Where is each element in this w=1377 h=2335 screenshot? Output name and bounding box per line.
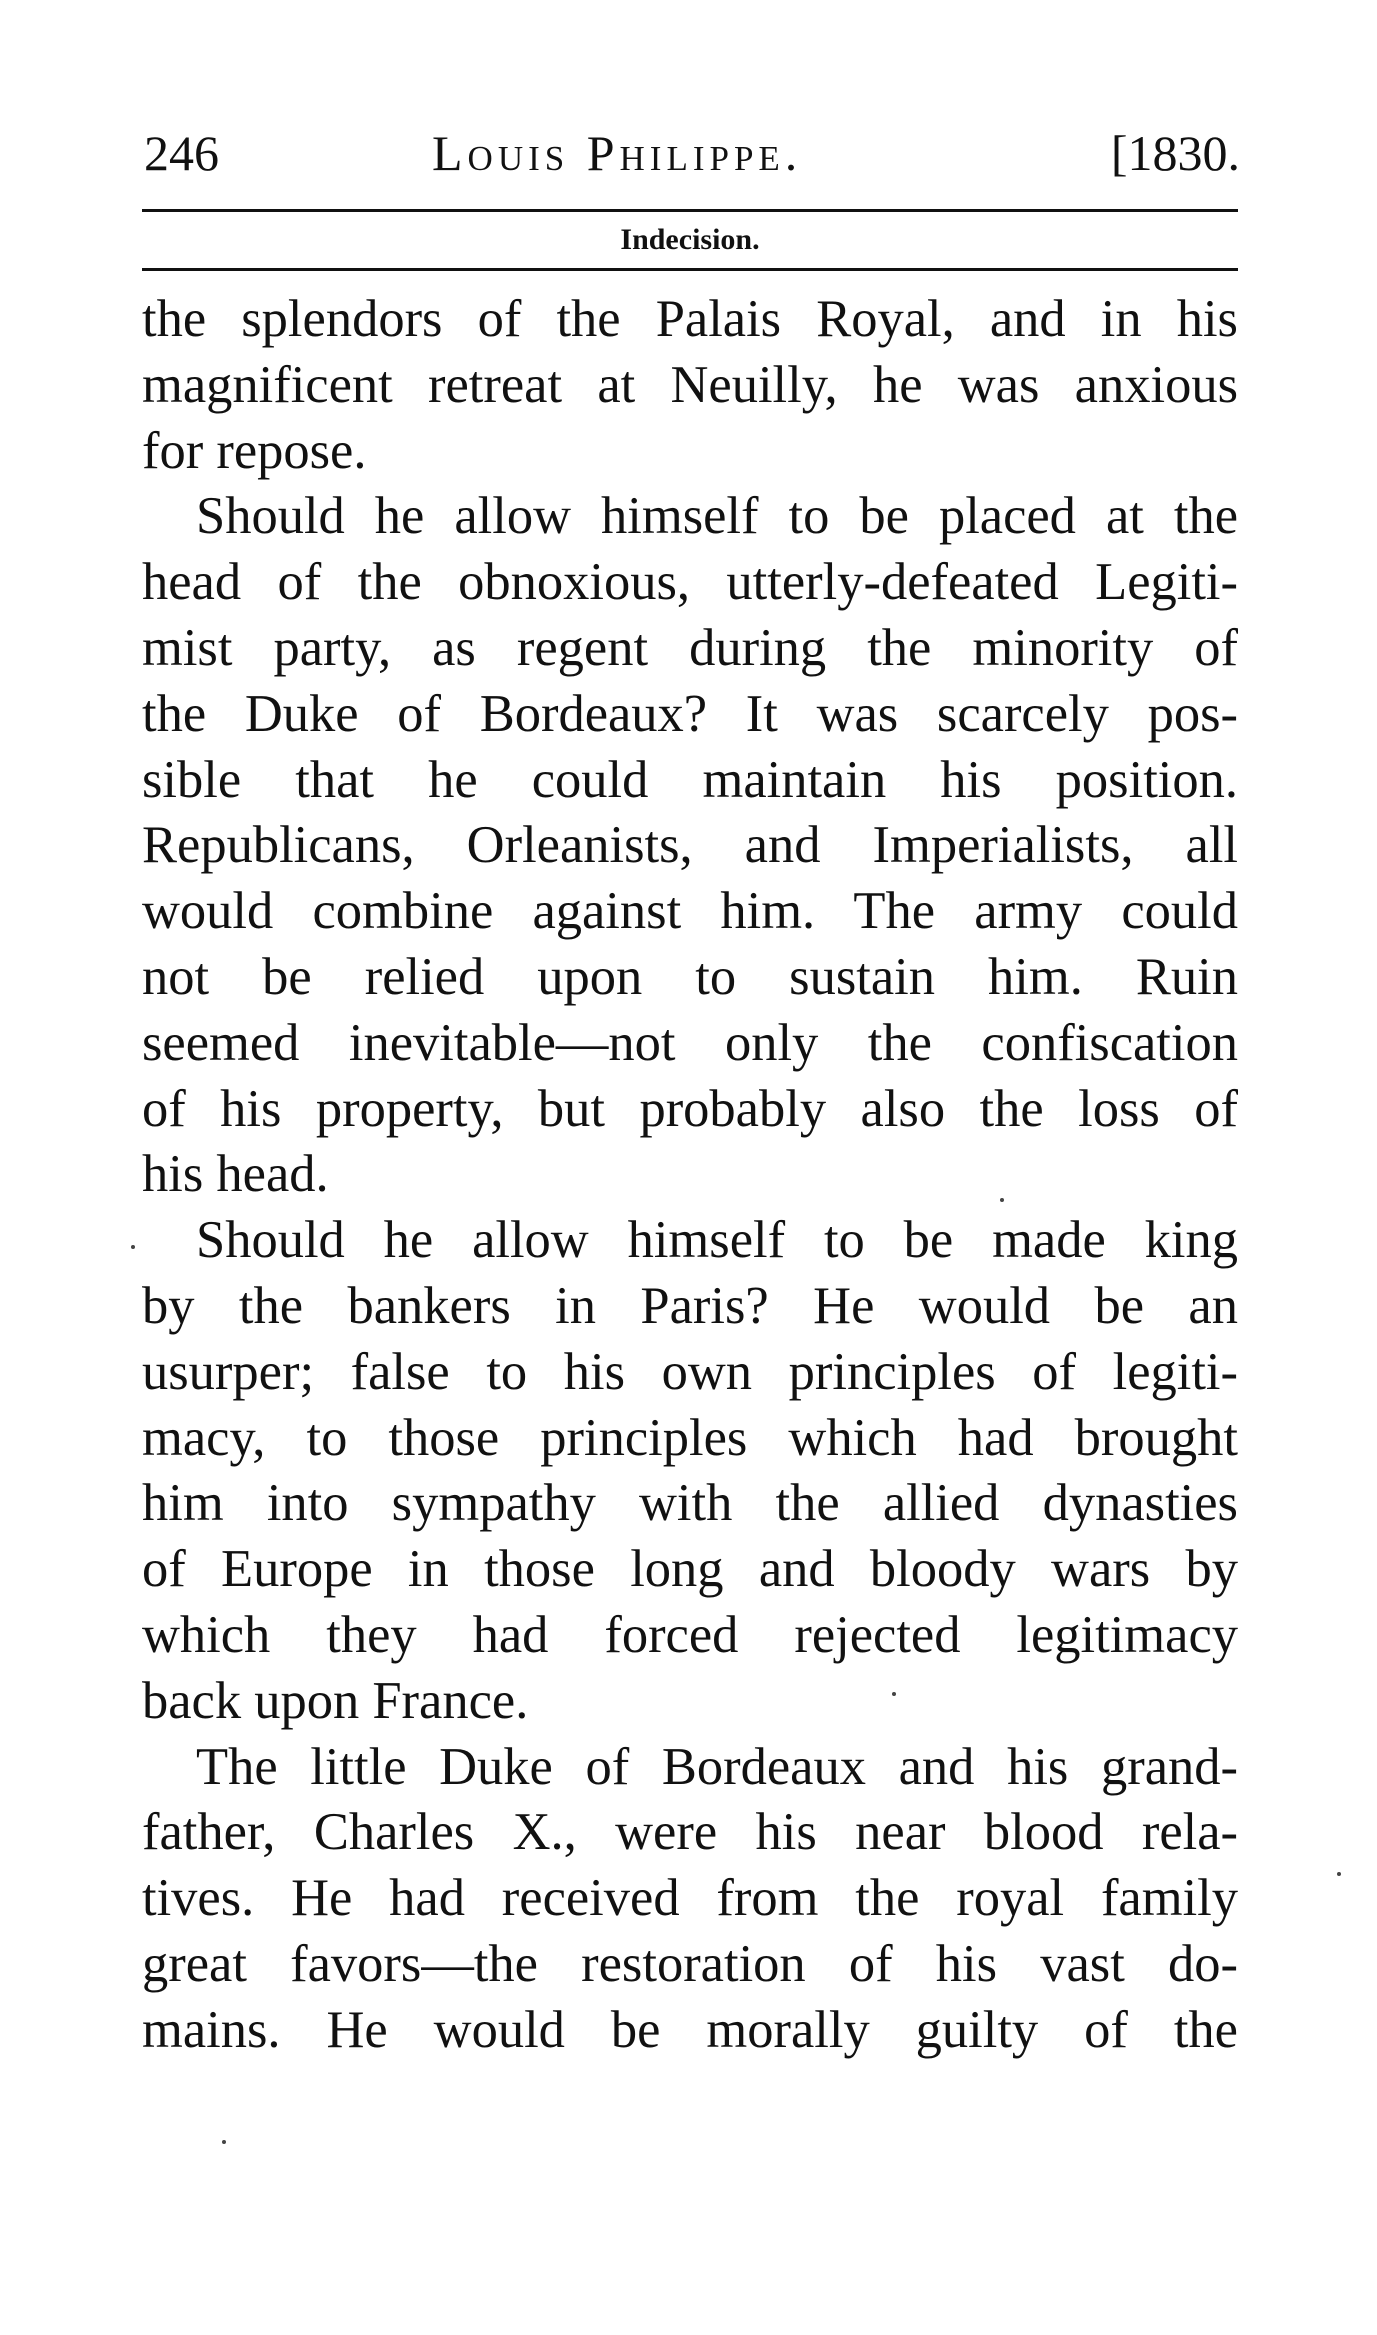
year-marker: [1830. [1110, 125, 1240, 181]
body-text [142, 287, 1238, 2064]
print-speck [222, 2140, 226, 2144]
paragraph [142, 484, 1238, 1208]
text-line: macy, to those principles which had brought [142, 1408, 1238, 1467]
paragraph [142, 1208, 1238, 1734]
text-line: by the bankers in Paris? He would be an [142, 1276, 1238, 1335]
text-line: head of the obnoxious, utterly-defeated Legiti- [142, 553, 1238, 612]
text-line: of Europe in those long and bloody wars by [142, 1540, 1238, 1599]
text-line: The little Duke of Bordeaux and his grand- [196, 1737, 1238, 1796]
text-line: mist party, as regent during the minority of [142, 618, 1238, 677]
text-line: of his property, but probably also the loss of [142, 1079, 1238, 1138]
text-line: great favors—the restoration of his vast do- [142, 1934, 1238, 1993]
text-line: his head. [142, 1145, 329, 1204]
text-line: for repose. [142, 421, 367, 480]
text-line: Should he allow himself to be made king [196, 1211, 1238, 1270]
page-number: 246 [144, 125, 219, 181]
text-line: sible that he could maintain his position. [142, 750, 1238, 809]
book-title: Louis Philippe. [432, 125, 803, 181]
text-line: which they had forced rejected legitimacy [142, 1605, 1238, 1664]
text-line: him into sympathy with the allied dynasties [142, 1474, 1238, 1533]
print-speck [131, 1245, 135, 1249]
text-line: back upon France. [142, 1671, 529, 1730]
header-rule-bottom [142, 268, 1238, 271]
text-line: mains. He would be morally guilty of the [142, 2000, 1238, 2059]
text-line: magnificent retreat at Neuilly, he was anxious [142, 355, 1238, 414]
text-line: the splendors of the Palais Royal, and in his [142, 290, 1238, 348]
running-head [140, 118, 1240, 188]
text-line: seemed inevitable—not only the confiscation [142, 1013, 1238, 1072]
text-line: usurper; false to his own principles of legiti- [142, 1342, 1238, 1401]
print-speck [1337, 1872, 1341, 1876]
paragraph [142, 287, 1238, 484]
text-line: the Duke of Bordeaux? It was scarcely pos- [142, 684, 1238, 743]
text-line: Should he allow himself to be placed at the [196, 487, 1238, 546]
text-line: tives. He had received from the royal family [142, 1869, 1238, 1928]
text-line: would combine against him. The army could [142, 882, 1238, 941]
text-line: Republicans, Orleanists, and Imperialists, all [142, 816, 1238, 875]
text-line: not be relied upon to sustain him. Ruin [142, 947, 1238, 1006]
section-head: Indecision. [620, 223, 760, 256]
text-line: father, Charles X., were his near blood rela- [142, 1803, 1238, 1862]
paragraph [142, 1735, 1238, 2064]
print-speck [892, 1692, 896, 1696]
header-rule-top [142, 209, 1238, 212]
print-speck [1000, 1198, 1004, 1202]
